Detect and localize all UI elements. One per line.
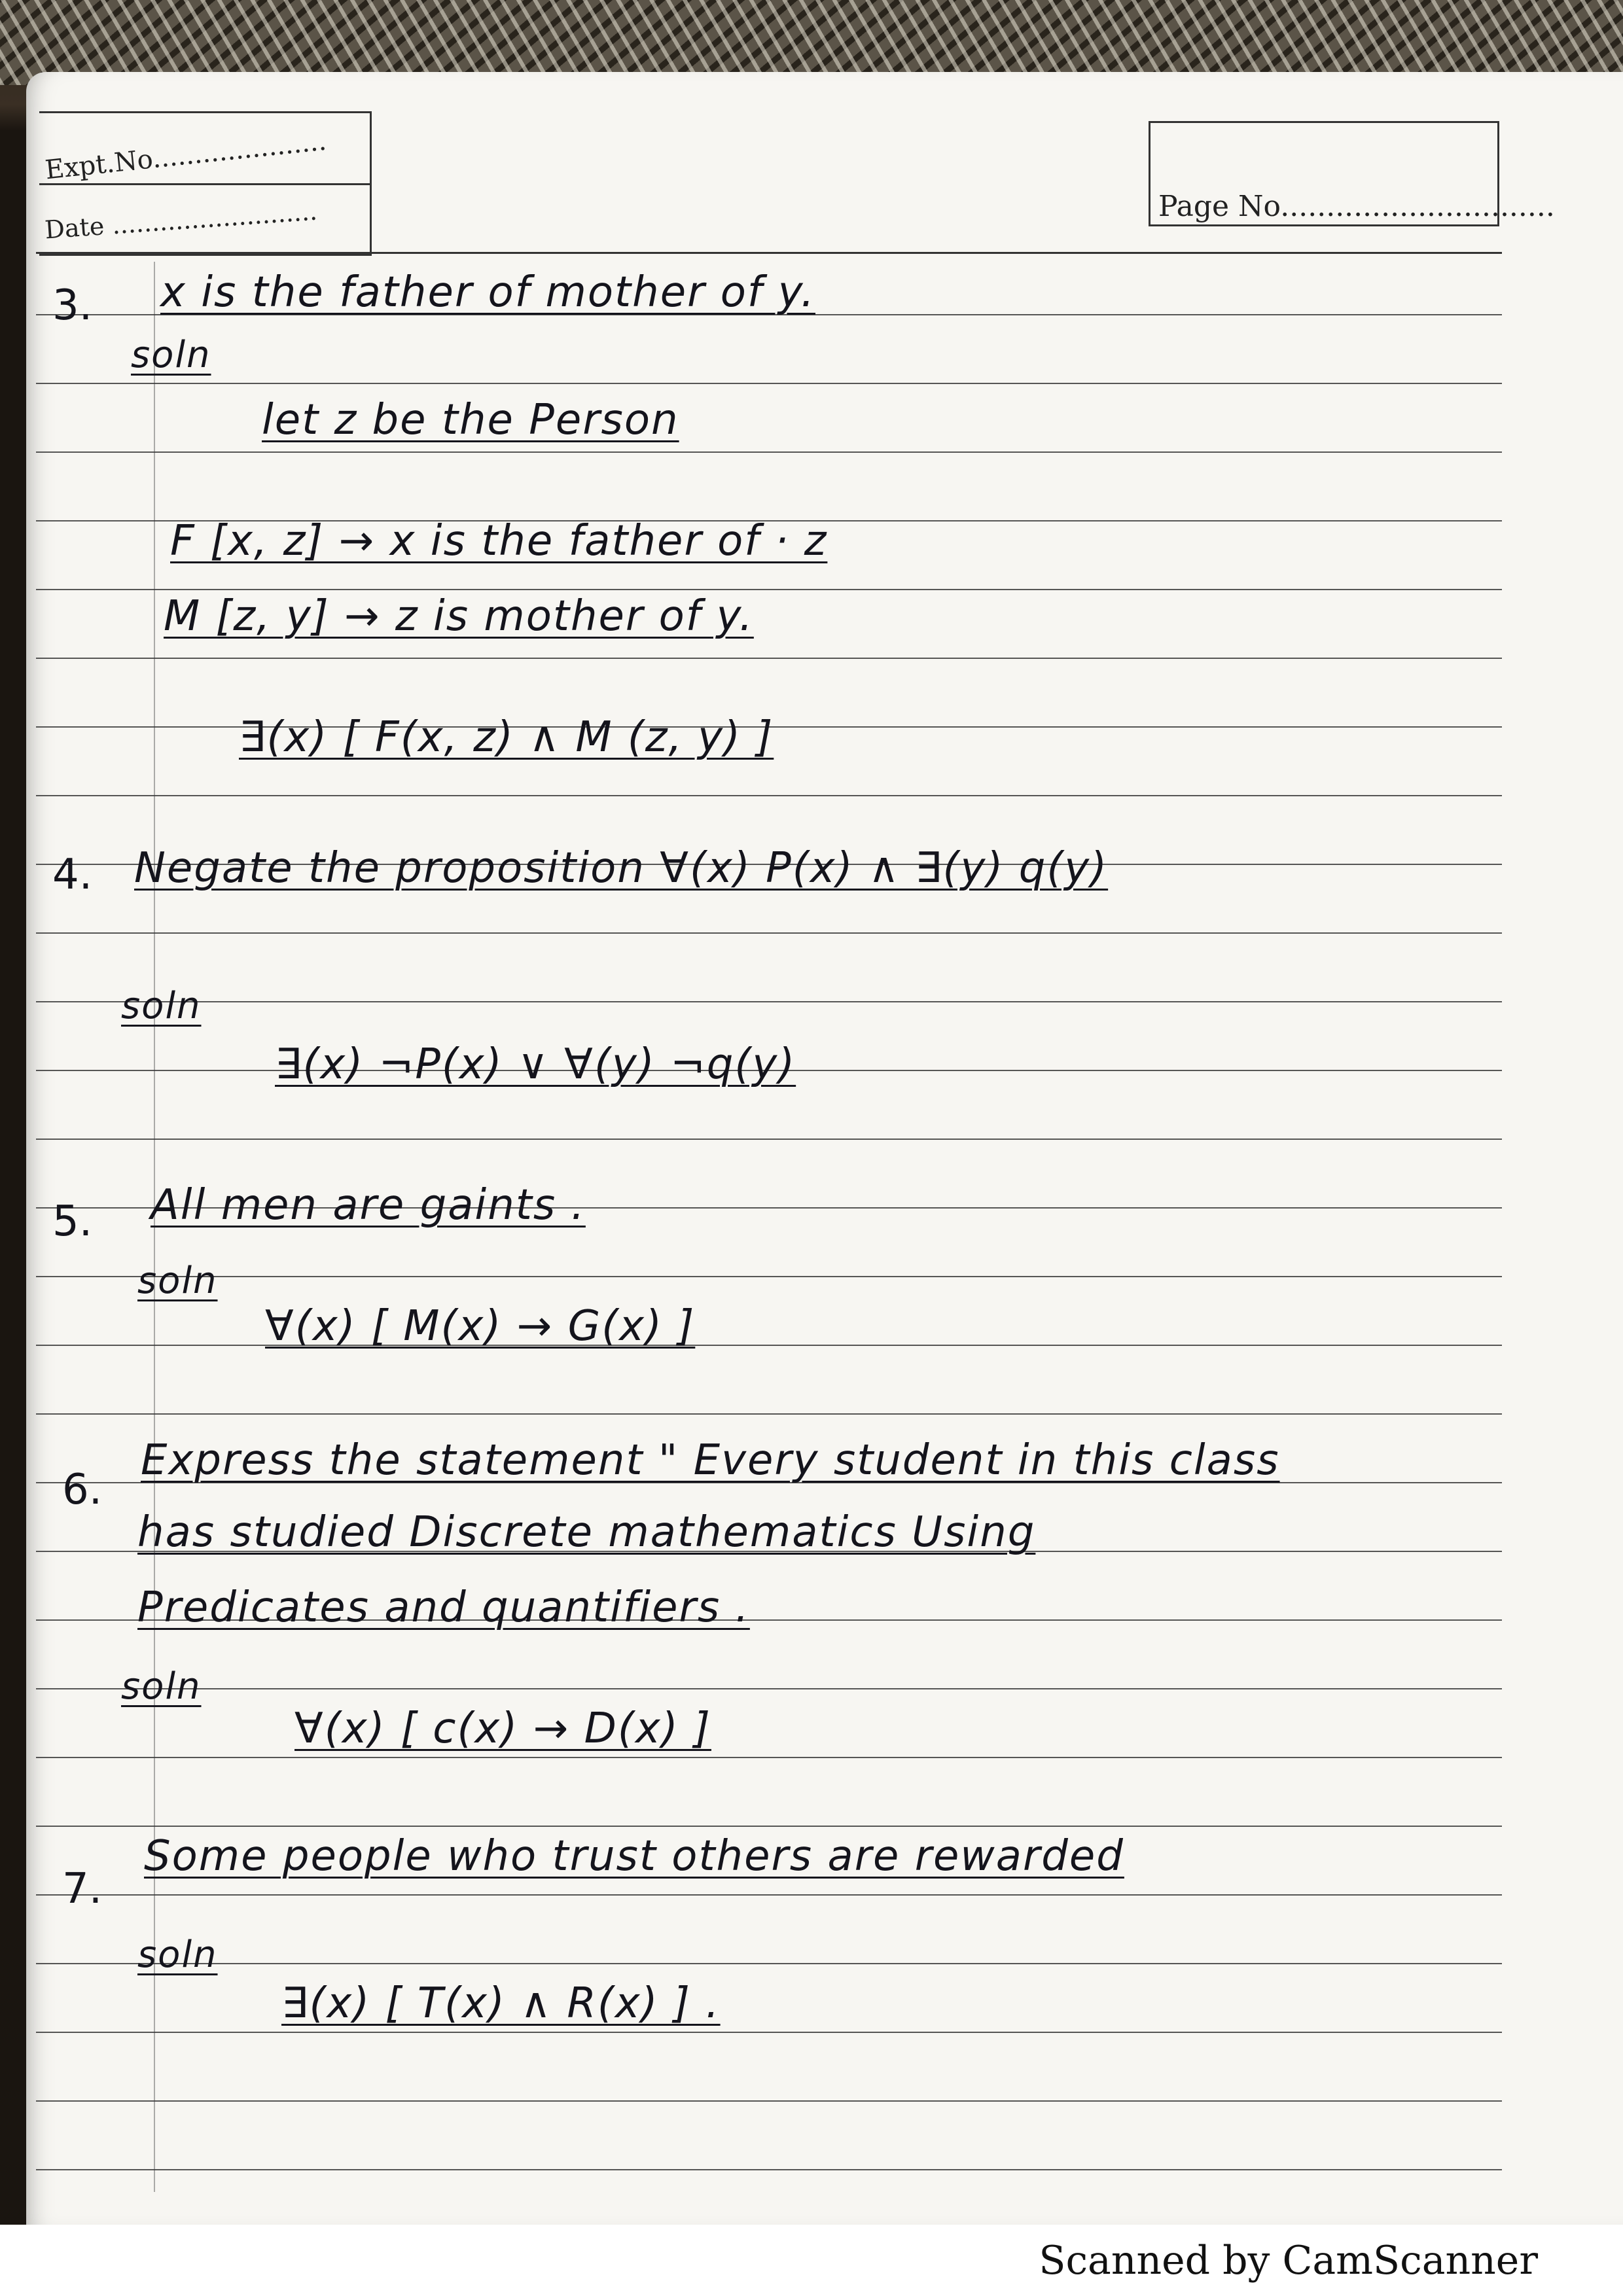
problem-number: 7. [62,1865,103,1913]
ruled-line [36,2032,1502,2033]
solution-label: soln [137,1260,218,1302]
ruled-line [36,1826,1502,1827]
formula: ∀(x) [ c(x) → D(x) ] [294,1704,711,1753]
header-bottom-rule [36,252,1502,254]
header-divider [39,183,370,185]
problem-number: 3. [52,281,93,330]
solution-label: soln [121,1665,202,1708]
ruled-line [36,1963,1502,1964]
ruled-line [36,795,1502,796]
ruled-line [36,1345,1502,1346]
problem-number: 5. [52,1197,93,1246]
formula: ∃(x) [ F(x, z) ∧ M (z, y) ] [239,713,774,762]
ruled-line [36,932,1502,934]
ruled-line [36,1757,1502,1758]
ruled-line [36,383,1502,384]
problem-statement: All men are gaints . [151,1181,586,1229]
camscanner-watermark: Scanned by CamScanner [1039,2238,1538,2284]
solution-label: soln [131,334,211,376]
problem-number: 6. [62,1466,103,1514]
ruled-line [36,1413,1502,1415]
ruled-line [36,1139,1502,1140]
formula: ∃(x) [ T(x) ∧ R(x) ] . [281,1979,721,2028]
problem-statement: has studied Discrete mathematics Using [137,1508,1036,1557]
solution-line: let z be the Person [262,396,679,444]
expt-no-label: Expt.No..................... [43,126,328,186]
formula: ∃(x) ¬P(x) ∨ ∀(y) ¬q(y) [275,1040,796,1089]
problem-statement: x is the father of mother of y. [160,268,815,317]
formula: ∀(x) [ M(x) → G(x) ] [265,1302,696,1351]
ruled-line [36,1688,1502,1689]
problem-statement: Predicates and quantifiers . [137,1583,750,1632]
ruled-line [36,1894,1502,1896]
problem-statement: Some people who trust others are rewarded [144,1832,1124,1881]
solution-line: M [z, y] → z is mother of y. [164,592,754,641]
ruled-line [36,1001,1502,1002]
notebook-paper [26,72,1623,2225]
ruled-line [36,658,1502,659]
ruled-line [36,2100,1502,2102]
ruled-line [36,2169,1502,2170]
solution-label: soln [137,1934,218,1976]
ruled-line [36,589,1502,590]
solution-line: F [x, z] → x is the father of · z [170,517,828,565]
problem-statement: Express the statement " Every student in this class [141,1436,1280,1485]
problem-number: 4. [52,851,93,899]
page-no-label: Page No.............................. [1158,190,1555,223]
ruled-line [36,451,1502,453]
problem-statement: Negate the proposition ∀(x) P(x) ∧ ∃(y) q(y) [134,844,1109,892]
solution-label: soln [121,985,202,1027]
ruled-line [36,1276,1502,1277]
date-label: Date .......................... [43,196,319,245]
